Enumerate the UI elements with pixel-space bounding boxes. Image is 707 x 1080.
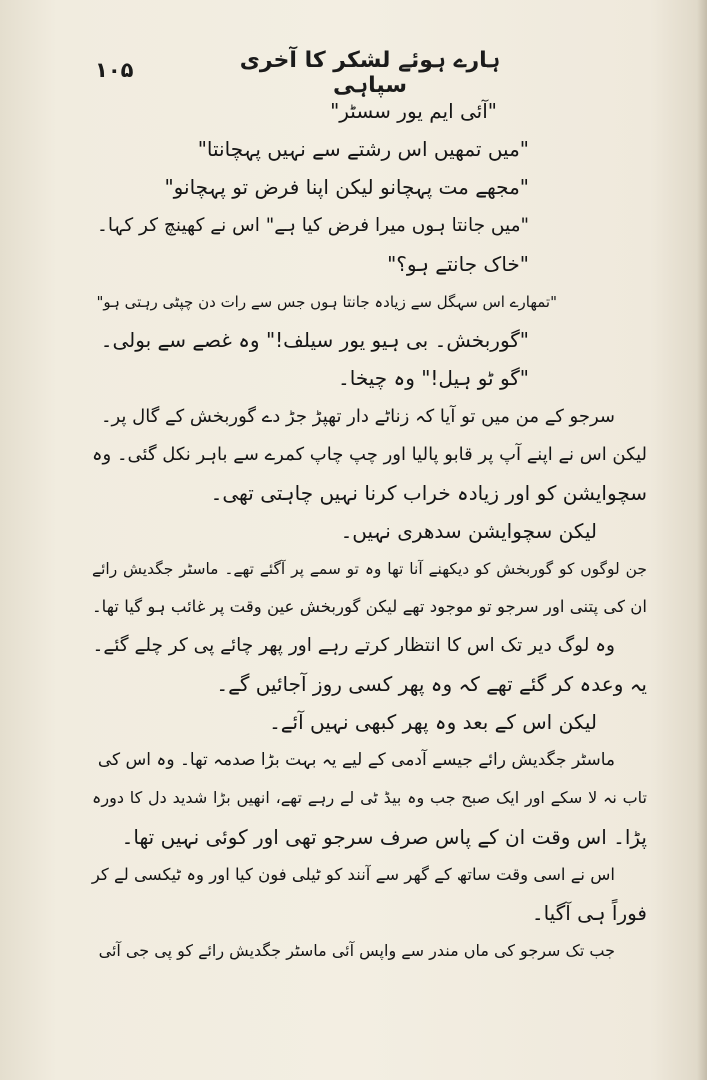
text-line: "میں جانتا ہوں میرا فرض کیا ہے" اس نے کھینچ کر کہا۔ [97, 214, 529, 236]
text-line: لیکن اس نے اپنے آپ پر قابو پالیا اور چپ چاپ کمرے سے باہر نکل گئی۔ وہ [92, 443, 647, 465]
text-line: "گو ٹو ہیل!" وہ چیخا۔ [338, 366, 529, 391]
page-header [0, 40, 707, 98]
text-line: جب تک سرجو کی ماں مندر سے واپس آئی ماسٹر جگدیش رائے کو پی جی آئی [98, 941, 615, 961]
text-line: تاب نہ لا سکے اور ایک صبح جب وہ بیڈ ٹی لے رہے تھے، انھیں بڑا شدید دل کا دورہ [92, 788, 647, 808]
page-body [92, 92, 647, 970]
text-line: لیکن اس کے بعد وہ پھر کبھی نہیں آئے۔ [269, 710, 597, 734]
text-line: ان کی پتنی اور سرجو تو موجود تھے لیکن گوربخش عین وقت پر غائب ہو گیا تھا۔ [92, 597, 647, 617]
text-line: "میں تمھیں اس رشتے سے نہیں پہچانتا" [197, 137, 529, 162]
text-line: سچوایشن کو اور زیادہ خراب کرنا نہیں چاہتی تھی۔ [210, 480, 647, 505]
text-line: "تمھارے اس سہگل سے زیادہ جانتا ہوں جس سے رات دن چپٹی رہتی ہو" [96, 292, 557, 311]
text-line: وہ لوگ دیر تک اس کا انتظار کرتے رہے اور پھر چائے پی کر چلے گئے۔ [92, 634, 615, 656]
page-number: ۱۰۵ [95, 58, 134, 82]
text-line: فوراً ہی آگیا۔ [531, 900, 647, 925]
text-line: "آئی ایم یور سسٹر" [330, 99, 497, 123]
text-line: پڑا۔ اس وقت ان کے پاس صرف سرجو تھی اور کوئی نہیں تھا۔ [121, 824, 647, 849]
text-line: اس نے اسی وقت ساتھ کے گھر سے آنند کو ٹیلی فون کیا اور وہ ٹیکسی لے کر [91, 864, 615, 884]
text-line: سرجو کے من میں تو آیا کہ زناٹے دار تھپڑ جڑ دے گوربخش کے گال پر۔ [100, 405, 615, 427]
text-line: لیکن سچوایشن سدھری نہیں۔ [340, 519, 597, 544]
text-line: یہ وعدہ کر گئے تھے کہ وہ پھر کسی روز آجائیں گے۔ [216, 671, 647, 696]
text-line: "گوربخش۔ بی ہیو یور سیلف!" وہ غصے سے بولی۔ [100, 328, 529, 353]
text-line: "خاک جانتے ہو؟" [387, 251, 529, 276]
text-line: "مجھے مت پہچانو لیکن اپنا فرض تو پہچانو" [164, 175, 529, 200]
page-edge-shadow [697, 0, 707, 1080]
text-line: ماسٹر جگدیش رائے جیسے آدمی کے لیے یہ بہت بڑا صدمہ تھا۔ وہ اس کی [97, 750, 615, 771]
text-line: جن لوگوں کو گوربخش کو دیکھنے آنا تھا وہ تو سمے پر آگئے تھے۔ ماسٹر جگدیش رائے [92, 560, 647, 579]
running-title: ہارے ہوئے لشکر کا آخری سپاہی [239, 48, 501, 98]
